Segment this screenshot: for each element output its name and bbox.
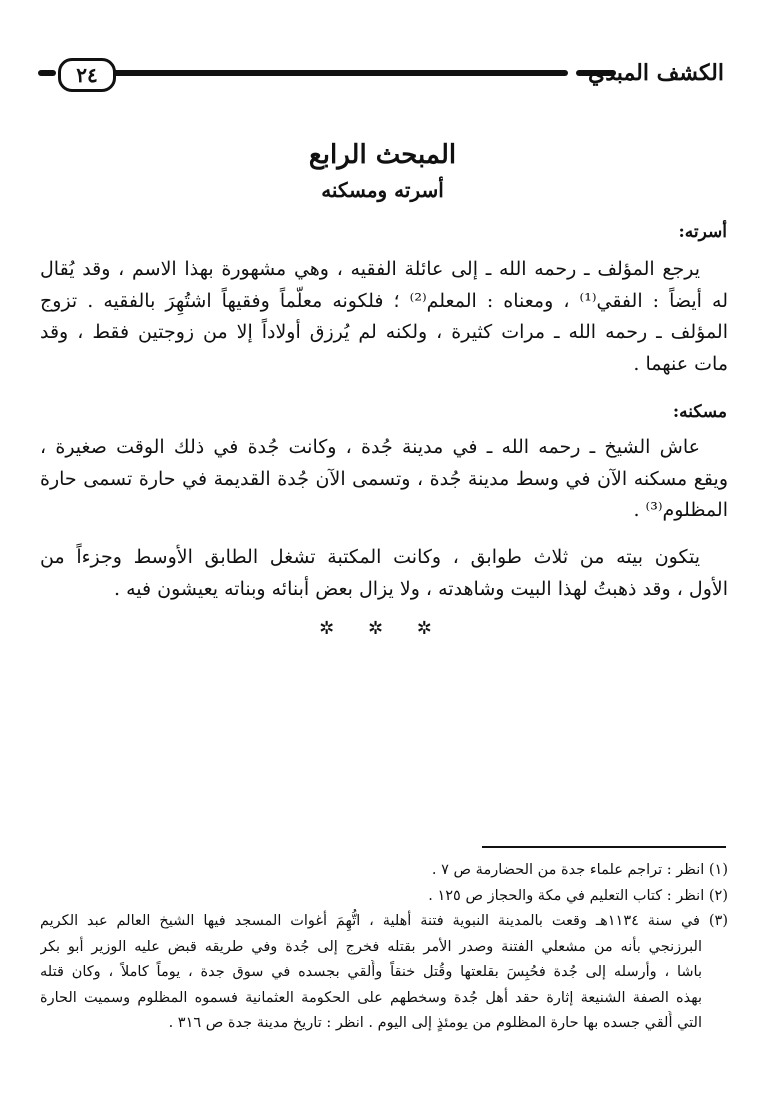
footnote-2: (٢) انظر : كتاب التعليم في مكة والحجاز ص ١٢٥ .: [428, 887, 728, 904]
footnotes: [40, 858, 728, 1037]
footnote-3: (٣) في سنة ١١٣٤هـ وقعت بالمدينة النبوية فتنة أهلية ، اتُّهِمَ أغوات المسجد فيها الشيخ العالم عبد الكريم: [40, 913, 728, 929]
paragraph-home-2: [40, 542, 728, 605]
footnote-3-line: بهذه الصفة الشنيعة إثارة حقد أهل جُدة وسخطهم على الحكومة العثمانية فسموه المظلوم وسميت الحارة: [40, 989, 702, 1006]
text-line: يرجع المؤلف ـ رحمه الله ـ إلى عائلة الفقيه ، وهي مشهورة بهذا الاسم ، وقد يُقال: [40, 258, 700, 280]
text-line: الأول ، وقد ذهبتُ لهذا البيت وشاهدته ، ولا يزال بعض أبنائه وبناته يعيشون فيه .: [114, 577, 728, 600]
footnote-3-line: باشا ، وأرسله إلى جُدة فحُبِسَ بقلعتها وقُتل خنقاً وأُلقي بجسده في سوق جدة ، يوماً كاملاً ، وكان قتله: [40, 964, 702, 980]
text-line: مات عنهما .: [633, 352, 728, 375]
section-heading-family: أسرته:: [678, 222, 727, 242]
page-number: ٢٤: [58, 58, 116, 92]
chapter-subtitle: أسرته ومسكنه: [321, 178, 444, 202]
text-line: المؤلف ـ رحمه الله ـ مرات كثيرة ، ولكنه لم يُرزق أولاداً إلا من زوجتين فقط ، وقد: [40, 321, 728, 343]
text-line: عاش الشيخ ـ رحمه الله ـ في مدينة جُدة ، وكانت جُدة في ذلك الوقت صغيرة ،: [40, 436, 700, 458]
section-separator: ✲ ✲ ✲: [319, 618, 446, 639]
footnote-3-line: التي أُلقي جسده بها حارة المظلوم من يومئذٍ إلى اليوم . انظر : تاريخ مدينة جدة ص ٣١٦ .: [168, 1015, 702, 1031]
footnote-rule: [482, 846, 726, 848]
text-line: ويقع مسكنه الآن في وسط مدينة جُدة ، وتسمى الآن جُدة القديمة في حارة تسمى حارة: [40, 467, 728, 490]
text-line: يتكون بيته من ثلاث طوابق ، وكانت المكتبة تشغل الطابق الأوسط وجزءاً من: [40, 546, 700, 568]
footnote-1: (١) انظر : تراجم علماء جدة من الحضارمة ص ٧ .: [431, 862, 728, 878]
section-heading-home: مسكنه:: [672, 402, 727, 422]
book-title: الكشف المبدي: [588, 60, 724, 86]
text-line: له أيضاً : الفقي⁽¹⁾ ، ومعناه : المعلم⁽²⁾ ؛ فلكونه معلّماً وفقيهاً اشتُهِرَ بالفقيه . تزوج: [40, 289, 728, 312]
header-rule: [108, 70, 568, 76]
page-header: [38, 56, 726, 92]
paragraph-family: [40, 254, 728, 380]
paragraph-home-1: [40, 432, 728, 527]
chapter-title: المبحث الرابع: [308, 140, 457, 170]
header-rule: [38, 70, 56, 76]
footnote-3-line: البرزنجي بأنه من مشعلي الفتنة وصدر الأمر بقتله فخرج إلى جُدة وفي طريقه قبض عليه الوزير أبو بكر: [40, 938, 702, 955]
text-line: المظلوم⁽³⁾ .: [633, 499, 728, 521]
